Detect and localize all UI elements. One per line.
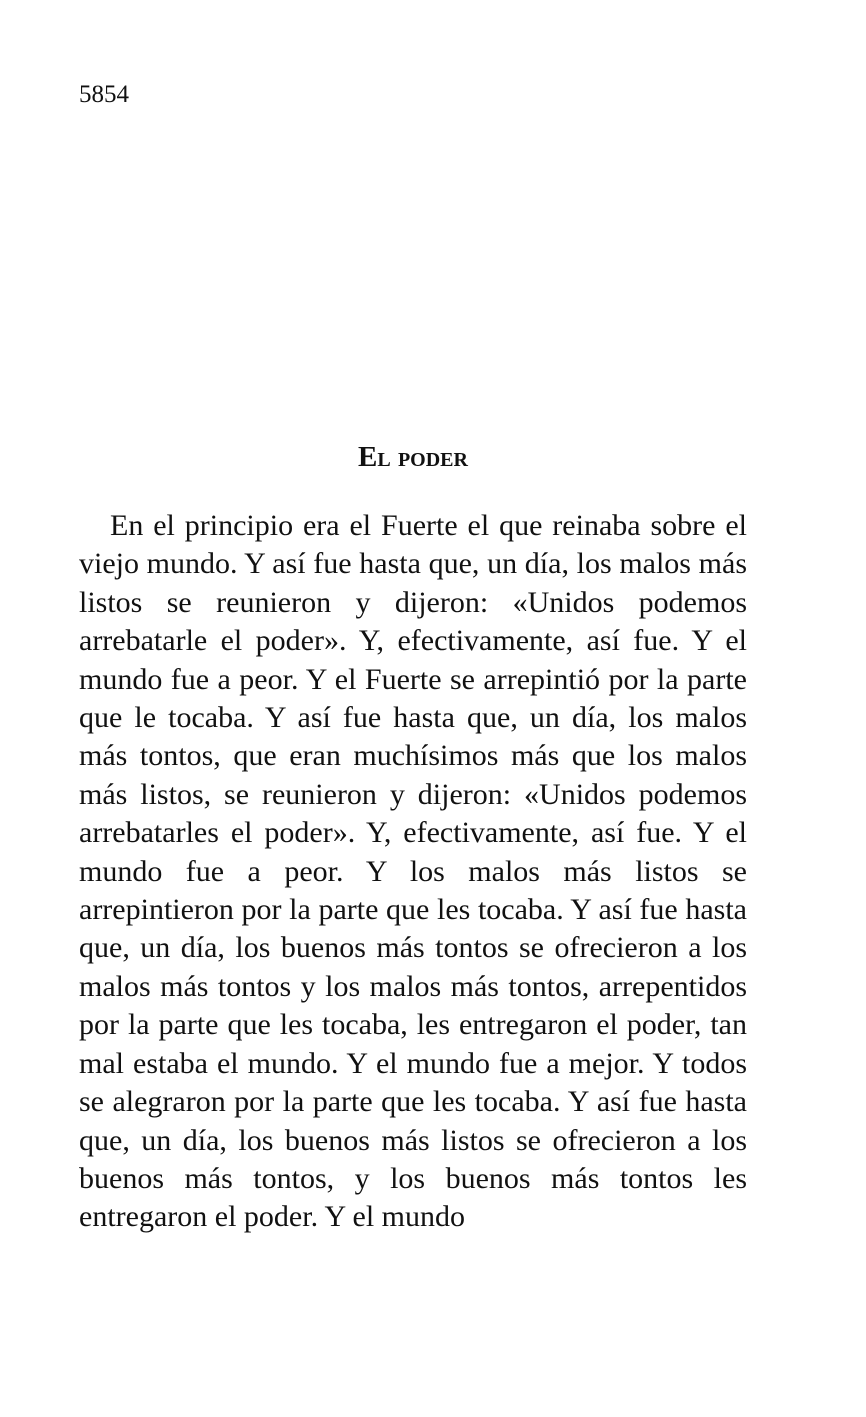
body-paragraph: En el principio era el Fuerte el que reinaba sobre el viejo mundo. Y así fue hasta que, un día, los malos más listos se reunieron y dijeron: «Unidos podemos arrebatarle el poder». Y, efectivamente, así fue. Y el mundo fue a peor. Y el Fuerte se arrepintió por la parte que le tocaba. Y así fue hasta que, un día, los malos más tontos, que eran muchísimos más que los malos más listos, se reunieron y dijeron: «Unidos podemos arrebatarles el poder». Y, efectivamente, así fue. Y el mundo fue a peor. Y los malos más listos se arrepintieron por la parte que les tocaba. Y así fue hasta que, un día, los buenos más tontos se ofrecieron a los malos más tontos y los malos más tontos, arrepentidos por la parte que les tocaba, les entregaron el poder, tan mal estaba el mundo. Y el mundo fue a mejor. Y todos se alegraron por la parte que les tocaba. Y así fue hasta que, un día, los buenos más listos se ofrecieron a los buenos más tontos, y los buenos más tontos les entregaron el poder. Y el mundo [79,509,747,1234]
page-number: 5854 [79,81,129,108]
chapter-title: El poder [358,441,468,473]
